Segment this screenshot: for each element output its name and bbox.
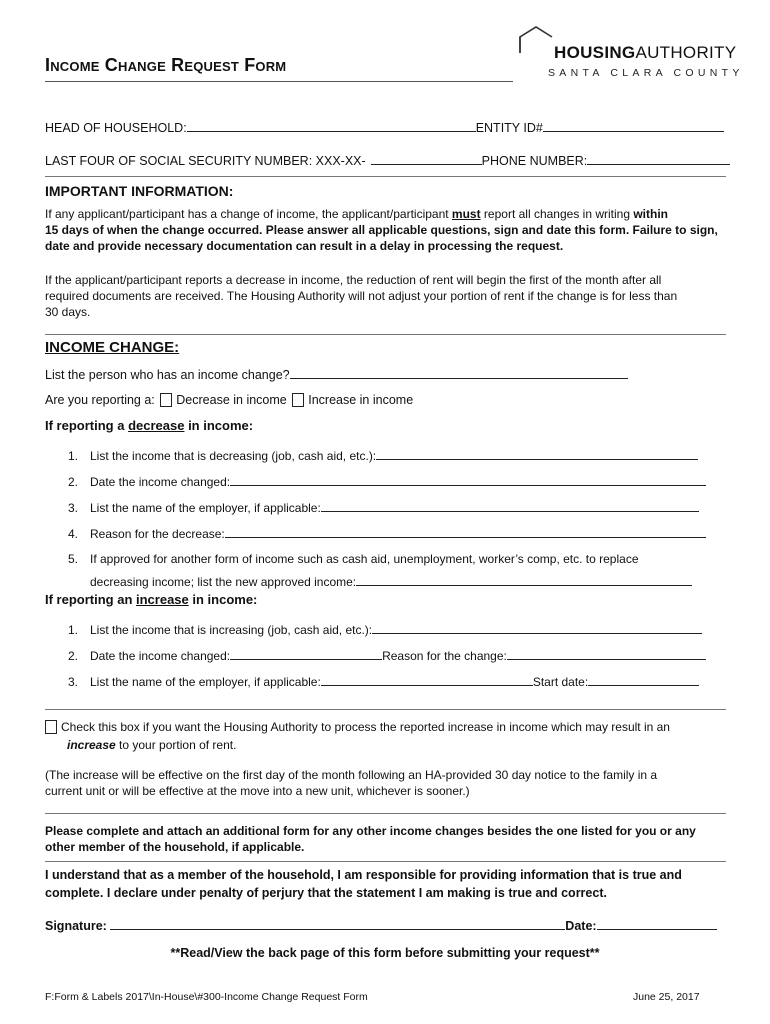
decrease-reason-field[interactable] [225,524,706,538]
decrease-item-5-cont: decreasing income; list the new approved income: [90,572,692,590]
important-paragraph-1: If any applicant/participant has a change of income, the applicant/participant must report all changes in writing within 15 days of when the change occurred. Please answer all applicable questions, sign and date this form. Failure to sign, date and provide necessary documentation can result in a delay in processing the request. [45,207,718,253]
person-field[interactable] [290,365,628,379]
increase-heading: If reporting an increase in income: [45,592,258,607]
increase-date-field[interactable] [230,646,382,660]
phone-label: PHONE NUMBER: [481,154,588,168]
decrease-item-4: 4. Reason for the decrease: [68,524,706,542]
increase-start-date-field[interactable] [588,672,699,686]
decrease-item-3: 3. List the name of the employer, if applicable: [68,498,699,516]
income-change-heading: INCOME CHANGE: [45,339,180,356]
head-of-household-field[interactable] [187,118,476,132]
signature-label: Signature: [45,919,111,933]
logo-subtitle: SANTA CLARA COUNTY [548,67,744,79]
divider [45,176,726,177]
logo-wordmark: HOUSINGAUTHORITY [554,43,737,62]
house-logo-icon [519,26,553,54]
divider [45,813,726,814]
entity-id-field[interactable] [543,118,724,132]
additional-form-note: Please complete and attach an additional form for any other income changes besides the one listed for you or any other member of the household, if applicable. [45,824,696,854]
divider [45,861,726,862]
decrease-option-label: Decrease in income [176,393,287,407]
declaration: I understand that as a member of the household, I am responsible for providing information that is true and complete. I declare under penalty of perjury that the statement I am making is true and correct. [45,868,682,900]
reporting-row [45,392,413,409]
back-page-note: **Read/View the back page of this form before submitting your request** [170,946,600,960]
person-label: List the person who has an income change? [45,368,290,382]
decrease-item-5: 5. If approved for another form of income such as cash aid, unemployment, worker’s comp, etc. to replace [68,552,639,566]
increase-item-1: 1. List the income that is increasing (job, cash aid, etc.): [68,620,702,638]
increase-item-3: 3. List the name of the employer, if applicable: Start date: [68,672,699,690]
footer-path: F:Form & Labels 2017\In-House\#300-Income Change Request Form [45,991,368,1003]
footer-date: June 25, 2017 [633,991,700,1003]
increase-employer-field[interactable] [321,672,533,686]
date-label: Date: [565,919,597,933]
increase-option-label: Increase in income [308,393,414,407]
signature-field[interactable] [110,916,565,930]
increase-effective-note: (The increase will be effective on the first day of the month following an HA-provided 30 day notice to the family in a current unit or will be effective at the move into a new unit, whichever is sooner.) [45,768,658,798]
decrease-heading: If reporting a decrease in income: [45,418,254,433]
ssn-label: LAST FOUR OF SOCIAL SECURITY NUMBER: XXX-XX- [45,154,366,168]
signature-date-field[interactable] [597,916,717,930]
decrease-checkbox[interactable] [160,393,172,407]
page-title: Income Change Request Form [45,55,287,75]
head-of-household-label: HEAD OF HOUSEHOLD: [45,121,187,135]
process-increase-checkbox[interactable] [45,720,57,734]
reporting-label: Are you reporting a: [45,393,155,407]
increase-process-row-2: increase to your portion of rent. [67,738,237,752]
phone-field[interactable] [587,151,730,165]
divider [45,709,726,710]
entity-id-label: ENTITY ID# [475,121,543,135]
ssn-row [45,151,730,170]
ssn-field[interactable] [371,151,482,165]
increase-process-row: Check this box if you want the Housing Authority to process the reported increase in income which may result in an [45,719,670,735]
increase-checkbox[interactable] [292,393,304,407]
important-heading: IMPORTANT INFORMATION: [45,183,234,199]
signature-row [45,916,717,933]
increase-income-field[interactable] [372,620,702,634]
increase-item-2: 2. Date the income changed: Reason for the change: [68,646,706,664]
divider [45,334,726,335]
household-row [45,118,724,137]
person-row [45,365,628,384]
decrease-item-2: 2. Date the income changed: [68,472,706,490]
important-paragraph-2: If the applicant/participant reports a decrease in income, the reduction of rent will begin the first of the month after all required documents are received. The Housing Authority will not adjust your portion of rent if the change is for less than 30 days. [45,273,678,319]
increase-reason-field[interactable] [507,646,706,660]
decrease-item-1: 1. List the income that is decreasing (job, cash aid, etc.): [68,446,698,464]
decrease-income-field[interactable] [376,446,698,460]
decrease-employer-field[interactable] [321,498,699,512]
decrease-date-field[interactable] [230,472,706,486]
decrease-new-income-field[interactable] [356,572,692,586]
title-underline [45,81,513,82]
